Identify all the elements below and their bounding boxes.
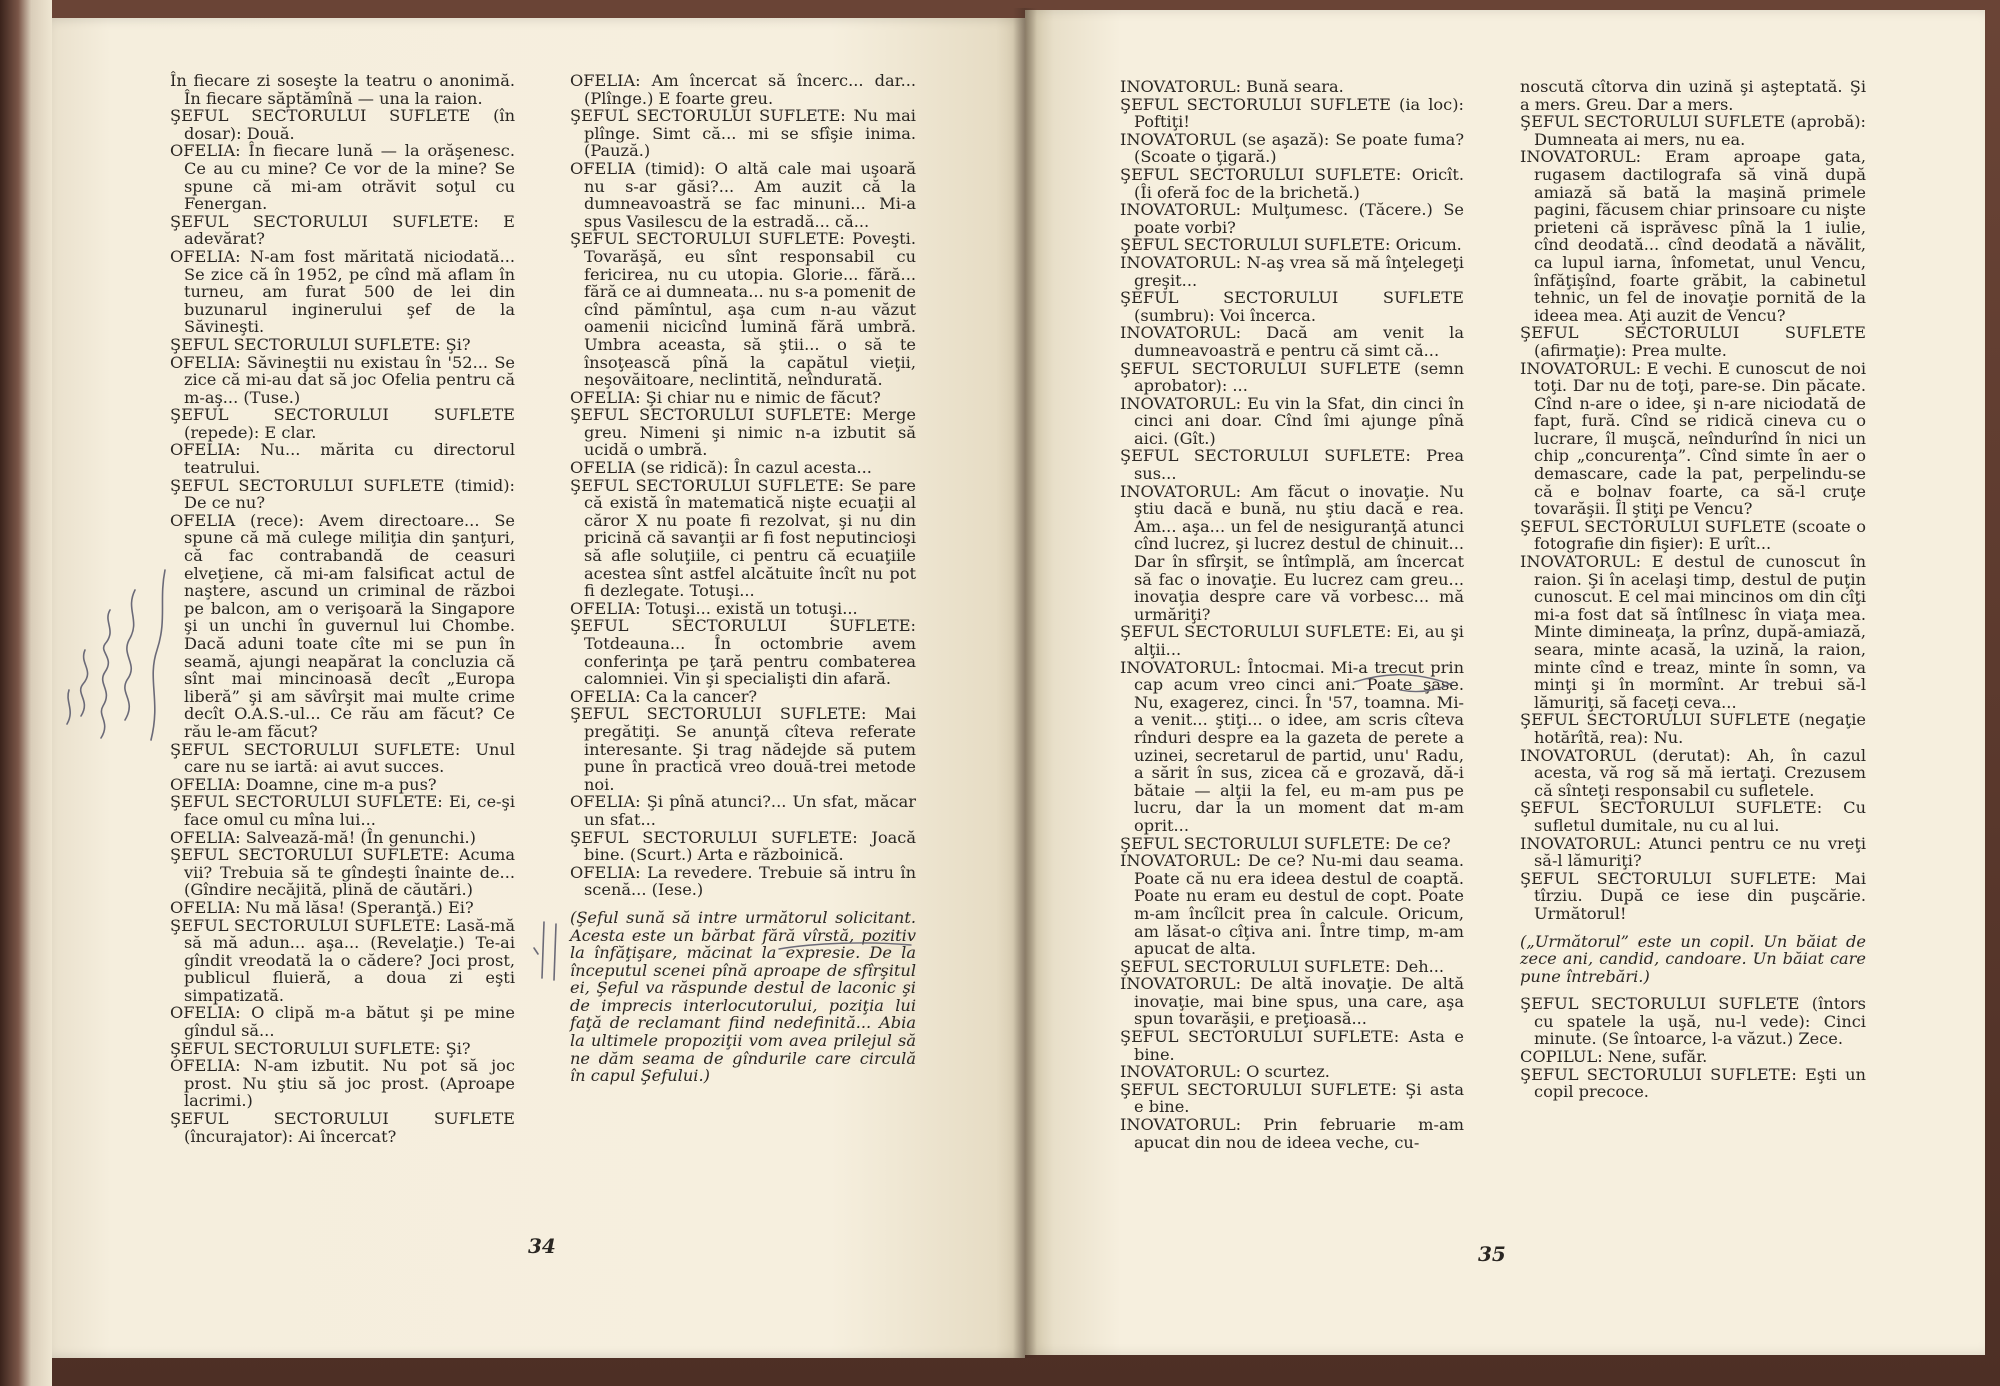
dialogue-line: OFELIA: Ca la cancer? [570, 686, 758, 706]
dialogue-line: ŞEFUL SECTORULUI SUFLETE: De ce? [1120, 833, 1451, 853]
dialogue-line: INOVATORUL: Întocmai. Mi-a trecut prin cap acum vreo cinci ani. Poate şase. Nu, exagerez, cinci. În '57, toamna. Mi-a venit... ştiţi... o idee, am scris cîteva rînduri despre ea la gazeta de perete a uzinei, secretarul de partid, unu' Radu, a sărit în sus, zicea că e grozavă, dă-i bătaie — alţii la fel, eu m-am pus pe lucru, dar la un moment dat m-am oprit... [1120, 657, 1464, 835]
dialogue-line: INOVATORUL: De altă inovaţie. De altă inovaţie, mai bine spus, una care, aşa spun tovarăşii, e preţioasă... [1120, 974, 1464, 1029]
dialogue-line: OFELIA: O clipă m-a bătut şi pe mine gîndul să... [170, 1003, 515, 1041]
dialogue-line: OFELIA (rece): Avem directoare... Se spune că mă culege miliţia din şanţuri, că fac contrabandă de ceasuri elveţiene, că mi-am falsificat actul de naştere, ascund un criminal de război pe balcon, am o verişoară la Singapore şi un unchi în guvernul lui Chombe. Dacă aduni toate cîte mi se pun în seamă, ajungi neapărat la concluzia că sînt mai mincinoasă decît „Europa liberă” şi am săvîrşit mai multe crime decît O.A.S.-ul... Ce rău am făcut? Ce rău le-am făcut? [170, 510, 515, 741]
dialogue-line: ŞEFUL SECTORULUI SUFLETE (repede): E clar. [170, 405, 515, 442]
dialogue-line: INOVATORUL: Dacă am venit la dumneavoastră e pentru că simt că... [1120, 323, 1464, 360]
dialogue-line: ŞEFUL SECTORULUI SUFLETE (întors cu spatele la uşă, nu-l vede): Cinci minute. (Se întoarce, l-a văzut.) Zece. [1520, 994, 1866, 1049]
dialogue-line: ŞEFUL SECTORULUI SUFLETE (afirmaţie): Prea multe. [1520, 323, 1866, 360]
pencil-underline-mark [1350, 660, 1460, 700]
dialogue-line: ŞEFUL SECTORULUI SUFLETE (scoate o fotografie din fişier): E urît... [1520, 516, 1866, 554]
right-page-column-2 [1520, 78, 1866, 1101]
dialogue-line: ŞEFUL SECTORULUI SUFLETE: Ei, ce-şi face omul cu mîna lui... [170, 792, 515, 829]
dialogue-line: ŞEFUL SECTORULUI SUFLETE: Unul care nu se iartă: ai avut succes. [170, 739, 515, 777]
right-page-column-1 [1120, 78, 1464, 1151]
dialogue-line: INOVATORUL (derutat): Ah, în cazul acesta, vă rog să mă iertaţi. Crezusem că sînteţi responsabil cu sufletele. [1520, 745, 1866, 800]
dialogue-line: INOVATORUL: Bună seara. [1120, 77, 1344, 96]
dialogue-line: INOVATORUL (se aşază): Se poate fuma? (Scoate o ţigară.) [1120, 129, 1464, 167]
pencil-bracket-mark [530, 918, 570, 988]
dialogue-line: INOVATORUL: N-aş vrea să mă înţelegeţi greşit... [1120, 252, 1464, 290]
dialogue-line: OFELIA: Doamne, cine m-a pus? [170, 774, 437, 794]
dialogue-line: În fiecare zi soseşte la teatru o anonimă. În fiecare săptămînă — una la raion. [170, 71, 515, 108]
dialogue-line: ŞEFUL SECTORULUI SUFLETE: Şi asta e bine. [1120, 1079, 1464, 1117]
dialogue-line: OFELIA: Salvează-mă! (În genunchi.) [170, 827, 476, 847]
left-page-column-1 [170, 72, 515, 1145]
dialogue-line: ŞEFUL SECTORULUI SUFLETE: Şi? [170, 334, 471, 354]
book-edge [0, 0, 52, 1386]
dialogue-line: ŞEFUL SECTORULUI SUFLETE: Oricum. [1120, 235, 1462, 255]
dialogue-line: ŞEFUL SECTORULUI SUFLETE: Lasă-mă să mă adun... aşa... (Revelaţie.) Te-ai gîndit vreodată la o cădere? Joci prost, publicul fluieră, a doua zi eşti simpatizată. [170, 915, 515, 1005]
dialogue-line: ŞEFUL SECTORULUI SUFLETE: Şi? [170, 1038, 471, 1058]
dialogue-line: INOVATORUL: O scurtez. [1120, 1062, 1330, 1082]
dialogue-line: OFELIA (timid): O altă cale mai uşoară nu s-ar găsi?... Am auzit că la dumneavoastră se fac minuni... Mi-a spus Vasilescu de la estradă... că... [570, 158, 916, 231]
dialogue-line: INOVATORUL: E destul de cunoscut în raion. Şi în acelaşi timp, destul de puţin cunoscut. E cel mai mincinos om din cîţi mi-a fost dat să întîlnesc în viaţa mea. Minte dimineaţa, la prînz, după-amiază, seara, minte acasă, la uzină, la raion, minte cînd e treaz, minte în somn, va minţi şi în mormînt. Ar trebui să-l lămuriţi, să faceţi ceva... [1520, 552, 1866, 712]
dialogue-line: INOVATORUL: Prin februarie m-am apucat din nou de ideea veche, cu- [1120, 1115, 1464, 1152]
pencil-strike-mark [775, 937, 915, 957]
dialogue-line: COPILUL: Nene, sufăr. [1520, 1047, 1708, 1067]
dialogue-line: OFELIA: Totuşi... există un totuşi... [570, 598, 858, 618]
dialogue-line: INOVATORUL: E vechi. E cunoscut de noi toţi. Dar nu de toţi, pare-se. Din păcate. Cînd n-are o idee, şi n-are niciodată de fapt, fură. Cînd se ridică cineva cu o lucrare, îl muşcă, neîndurînd în nici un chip „concurenţa”. Cînd simte în aer o demascare, cade la pat, perpelindu-se că e bolnav foarte, ca să-l cruţe tovarăşii. Îl ştiţi pe Vencu? [1520, 358, 1866, 519]
dialogue-line: ŞEFUL SECTORULUI SUFLETE (negaţie hotărîtă, rea): Nu. [1520, 710, 1866, 747]
dialogue-line: ŞEFUL SECTORULUI SUFLETE (sumbru): Voi încerca. [1120, 288, 1464, 325]
dialogue-line: ŞEFUL SECTORULUI SUFLETE: E adevărat? [170, 211, 515, 249]
dialogue-line: ŞEFUL SECTORULUI SUFLETE: Cu sufletul dumitale, nu cu al lui. [1520, 798, 1866, 835]
dialogue-line: INOVATORUL: De ce? Nu-mi dau seama. Poate că nu era ideea destul de coaptă. Poate nu eram eu destul de copt. Poate m-am încîlcit prea în calcule. Oricum, am lăsat-o cîţiva ani. Între timp, m-am apucat de alta. [1120, 851, 1464, 959]
dialogue-line: OFELIA: Săvineştii nu existau în '52... Se zice că mi-au dat să joc Ofelia pentru că m-aş... (Tuse.) [170, 352, 515, 407]
dialogue-line: ŞEFUL SECTORULUI SUFLETE: Ei, au şi alţii... [1120, 622, 1464, 659]
dialogue-line: INOVATORUL: Eu vin la Sfat, din cinci în cinci ani doar. Cînd îmi ajunge pînă aici. (Gît.) [1120, 393, 1464, 448]
dialogue-line: OFELIA (se ridică): În cazul acesta... [570, 458, 872, 478]
dialogue-line: ŞEFUL SECTORULUI SUFLETE: Asta e bine. [1120, 1027, 1464, 1064]
dialogue-line: ŞEFUL SECTORULUI SUFLETE (semn aprobator): ... [1120, 358, 1464, 396]
dialogue-line: OFELIA: Nu... mărita cu directorul teatrului. [170, 440, 515, 478]
dialogue-line: ŞEFUL SECTORULUI SUFLETE: Deh... [1120, 956, 1445, 976]
dialogue-line: ŞEFUL SECTORULUI SUFLETE: Mai pregătiţi. Se anunţă cîteva referate interesante. Şi trag nădejde să putem pune în practică vreo două-trei metode noi. [570, 704, 916, 794]
stage-direction: („Următorul” este un copil. Un băiat de zece ani, candid, candoare. Un băiat care pune întrebări.) [1520, 931, 1866, 986]
stage-direction: (Şeful sună să intre următorul solicitant. Acesta este un bărbat fără vîrstă, pozitiv la înfăţişare, măcinat la expresie. De la începutul scenei pînă aproape de sfîrşitul ei, Şeful va răspunde destul de laconic şi de imprecis interlocutorului, poziţia lui faţă de reclamant fiind nedefinită... Abia la ultimele propoziţii vom avea prilejul să ne dăm seama de gîndurile care circulă în capul Şefului.) [570, 907, 916, 1086]
dialogue-line: OFELIA: Am încercat să încerc... dar... (Plînge.) E foarte greu. [570, 71, 916, 108]
dialogue-line: ŞEFUL SECTORULUI SUFLETE: Merge greu. Nimeni şi nimic n-a izbutit să ucidă o umbră. [570, 405, 916, 460]
dialogue-line: ŞEFUL SECTORULUI SUFLETE (aprobă): Dumneata ai mers, nu ea. [1520, 112, 1866, 149]
dialogue-line: ŞEFUL SECTORULUI SUFLETE: Eşti un copil precoce. [1520, 1064, 1866, 1102]
dialogue-line: ŞEFUL SECTORULUI SUFLETE: Totdeauna... În octombrie avem conferinţa pe ţară pentru combaterea calomniei. Vin şi specialişti din afară. [570, 616, 916, 689]
left-page-number: 34 [528, 1234, 556, 1258]
dialogue-line: OFELIA: Nu mă lăsa! (Speranţă.) Ei? [170, 897, 474, 917]
dialogue-line: INOVATORUL: Mulţumesc. (Tăcere.) Se poate vorbi? [1120, 200, 1464, 237]
dialogue-line: INOVATORUL: Atunci pentru ce nu vreţi să-l lămuriţi? [1520, 833, 1866, 871]
right-page-number: 35 [1478, 1242, 1506, 1266]
dialogue-line: OFELIA: N-am izbutit. Nu pot să joc prost. Nu ştiu să joc prost. (Aproape lacrimi.) [170, 1056, 515, 1111]
dialogue-line: ŞEFUL SECTORULUI SUFLETE: Poveşti. Tovarăşă, eu sînt responsabil cu fericirea, nu cu utopia. Glorie... fără... fără ce ai dumneata... nu s-a pomenit de cînd pămîntul, aşa cum n-au văzut oamenii nicicînd lumină fără umbră. Umbra aceasta, să ştii... o să te însoţească pînă la capătul vieţii, neşovăitoare, neclintită, neîndurată. [570, 229, 916, 390]
dialogue-line: ŞEFUL SECTORULUI SUFLETE: Prea sus... [1120, 446, 1464, 484]
dialogue-line: OFELIA: Şi pînă atunci?... Un sfat, măcar un sfat... [570, 792, 916, 829]
dialogue-line: ŞEFUL SECTORULUI SUFLETE: Se pare că există în matematică nişte ecuaţii al căror X nu poate fi rezolvat, şi nu din pricină că savanţii ar fi fost neputincioşi să afle soluţiile, ci pentru că ecuaţiile acestea sînt astfel alcătuite încît nu pot fi dezlegate. Totuşi... [570, 475, 916, 601]
dialogue-line: ŞEFUL SECTORULUI SUFLETE: Joacă bine. (Scurt.) Arta e războinică. [570, 827, 916, 865]
dialogue-line: OFELIA: Şi chiar nu e nimic de făcut? [570, 387, 881, 407]
dialogue-line: ŞEFUL SECTORULUI SUFLETE: Acuma vii? Trebuia să te gîndeşti înainte de... (Gîndire necăjită, plină de căutări.) [170, 845, 515, 900]
dialogue-line: ŞEFUL SECTORULUI SUFLETE (ia loc): Poftiţi! [1120, 94, 1464, 132]
dialogue-line: ŞEFUL SECTORULUI SUFLETE: Mai tîrziu. După ce iese din puşcărie. Următorul! [1520, 868, 1866, 923]
dialogue-line: OFELIA: N-am fost măritată niciodată... Se zice că în 1952, pe cînd mă aflam în turneu, am furat 500 de lei din buzunarul inginerului şef de la Săvineşti. [170, 246, 515, 337]
dialogue-line: INOVATORUL: Am făcut o inovaţie. Nu ştiu dacă e bună, nu ştiu dacă e rea. Am... aşa... un fel de nesiguranţă atunci cînd lucrez, şi lucrez destul de chinuit... Dar în sfîrşit, se întîmplă, am încercat să fac o inovaţie. Eu lucrez cam greu... inovaţia despre care vă vorbesc... mă urmăriţi? [1120, 481, 1464, 624]
pencil-margin-scribble [55, 560, 175, 770]
dialogue-line: OFELIA: În fiecare lună — la orăşenesc. Ce au cu mine? Ce vor de la mine? Se spune că mi-am otrăvit soţul cu Fenergan. [170, 141, 515, 214]
dialogue-line: OFELIA: La revedere. Trebuie să intru în scenă... (Iese.) [570, 862, 916, 900]
dialogue-line: ŞEFUL SECTORULUI SUFLETE (timid): De ce nu? [170, 475, 515, 513]
dialogue-line: INOVATORUL: Eram aproape gata, rugasem dactilografa să vină după amiază să bată la maşină primele pagini, făcusem chiar prinsoare cu nişte prieteni că isprăvesc pînă la 1 iulie, cînd deodată... cînd deodată a năvălit, ca lupul iarna, înfometat, unul Vencu, înfăţişînd, foarte grăbit, la cabinetul tehnic, un fel de inovaţie pornită de la ideea mea. Aţi auzit de Vencu? [1520, 147, 1866, 325]
book-gutter [1013, 8, 1037, 1358]
dialogue-line: ŞEFUL SECTORULUI SUFLETE: Nu mai plînge. Simt că... mi se sfîşie inima. (Pauză.) [570, 106, 916, 161]
dialogue-line: ŞEFUL SECTORULUI SUFLETE (încurajator): Ai încercat? [170, 1109, 515, 1146]
dialogue-line: ŞEFUL SECTORULUI SUFLETE (în dosar): Două. [170, 106, 515, 143]
dialogue-line: ŞEFUL SECTORULUI SUFLETE: Oricît. (Îi oferă foc de la brichetă.) [1120, 164, 1464, 202]
dialogue-line: noscută cîtorva din uzină şi aşteptată. Şi a mers. Greu. Dar a mers. [1520, 77, 1866, 114]
